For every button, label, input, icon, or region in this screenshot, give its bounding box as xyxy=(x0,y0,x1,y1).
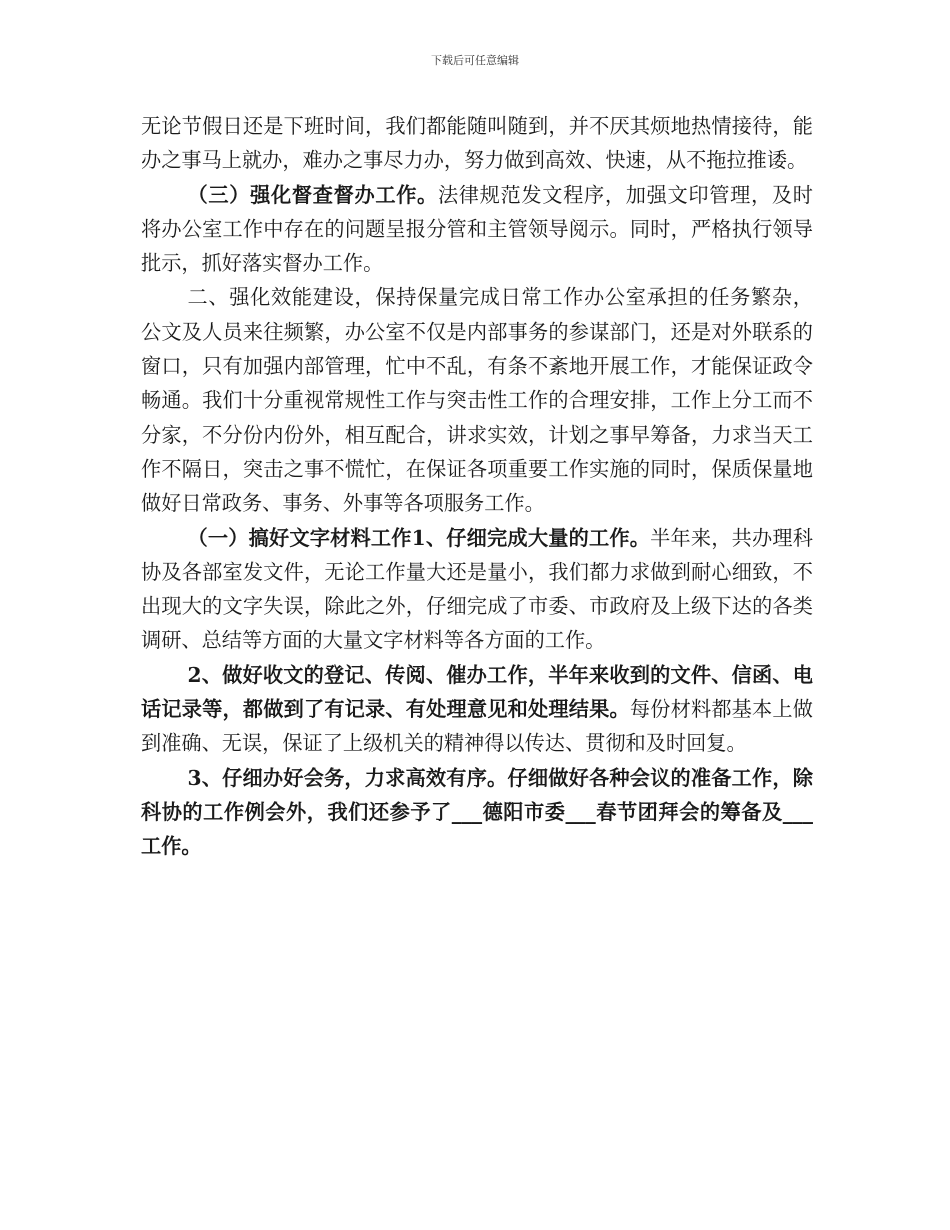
paragraph-continuation xyxy=(141,109,813,178)
page-header-watermark: 下载后可任意编辑 xyxy=(431,54,519,67)
paragraph-efficiency xyxy=(141,280,813,520)
paragraph-text: 法律规范发文程序，加强文印管理，及时将办公室工作中存在的问题呈报分管和主管领导阅示。同时，严格执行领导批示，抓好落实督办工作。 xyxy=(141,182,813,276)
document-body xyxy=(141,109,813,864)
paragraph-supervision xyxy=(141,178,813,281)
paragraph-heading: （一）搞好文字材料工作1、仔细完成大量的工作。 xyxy=(187,525,651,550)
paragraph-heading: 3、仔细办好会务，力求高效有序。仔细做好各种会议的准备工作，除科协的工作例会外，我们还参予了___德阳市委___春节团拜会的筹备及___工作。 xyxy=(141,765,813,859)
paragraph-text: 无论节假日还是下班时间，我们都能随叫随到，并不厌其烦地热情接待，能办之事马上就办，难办之事尽力办，努力做到高效、快速，从不拖拉推诿。 xyxy=(141,114,813,173)
paragraph-incoming-docs xyxy=(141,658,813,761)
paragraph-text: 半年来，共办理科协及各部室发文件，无论工作量大还是量小，我们都力求做到耐心细致，不出现大的文字失误，除此之外，仔细完成了市委、市政府及上级下达的各类调研、总结等方面的大量文字材料等各方面的工作。 xyxy=(141,525,813,653)
paragraph-text: 每份材料都基本上做到准确、无误，保证了上级机关的精神得以传达、贯彻和及时回复。 xyxy=(141,697,813,756)
paragraph-meetings xyxy=(141,761,813,864)
paragraph-heading: 2、做好收文的登记、传阅、催办工作，半年来收到的文件、信函、电话记录等，都做到了有记录、有处理意见和处理结果。 xyxy=(141,662,813,722)
paragraph-heading: （三）强化督查督办工作。 xyxy=(187,182,438,207)
paragraph-text: 二、强化效能建设，保持保量完成日常工作办公室承担的任务繁杂，公文及人员来往频繁，办公室不仅是内部事务的参谋部门，还是对外联系的窗口，只有加强内部管理，忙中不乱，有条不紊地开展工作，才能保证政令畅通。我们十分重视常规性工作与突击性工作的合理安排，工作上分工而不分家，不分份内份外，相互配合，讲求实效，计划之事早筹备，力求当天工作不隔日，突击之事不慌忙，在保证各项重要工作实施的同时，保质保量地做好日常政务、事务、外事等各项服务工作。 xyxy=(141,285,813,516)
paragraph-written-materials xyxy=(141,521,813,658)
